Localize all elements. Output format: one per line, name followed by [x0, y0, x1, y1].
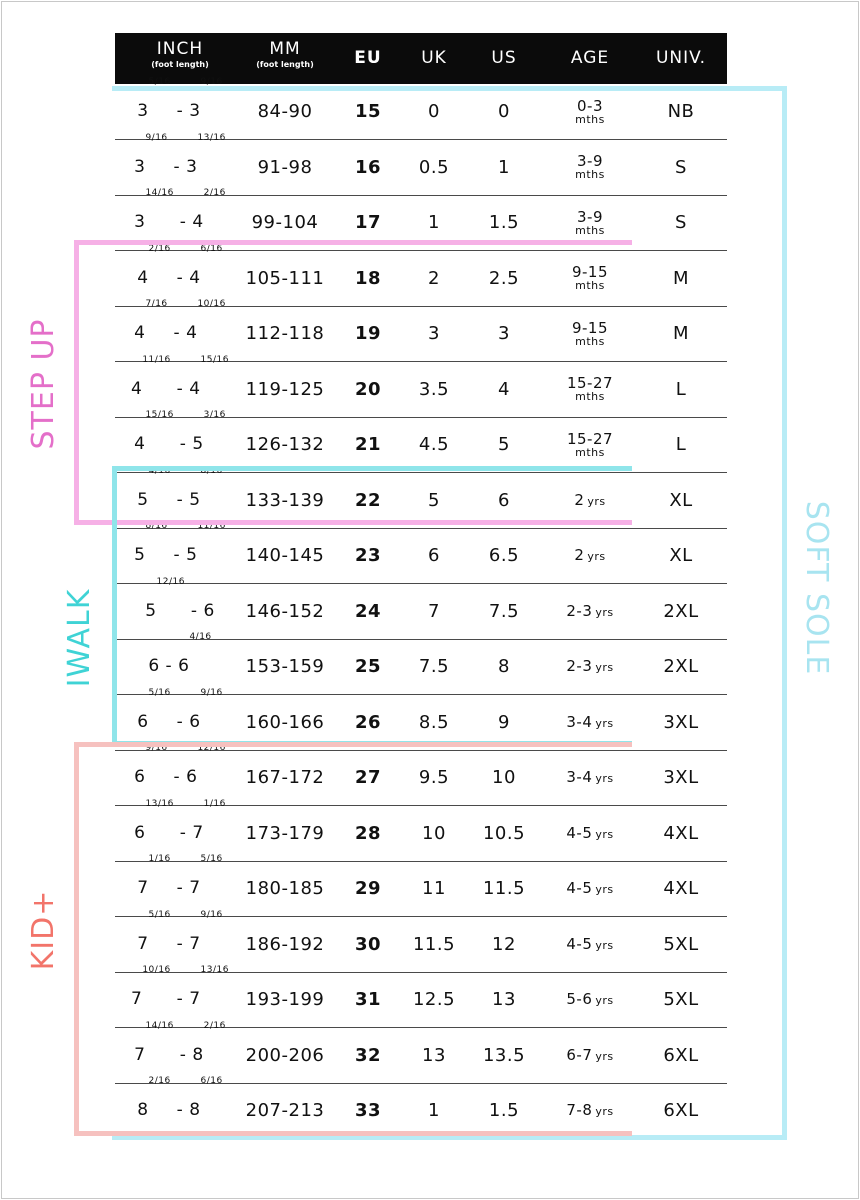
inch-fraction: 13/16	[197, 132, 226, 143]
eu-cell: 16	[354, 156, 382, 178]
eu-cell: 15	[354, 101, 382, 122]
eu-cell: 23	[354, 545, 382, 566]
inch-whole: 7	[189, 933, 201, 954]
inch-range-dash: -	[170, 878, 190, 898]
header-age	[550, 33, 630, 84]
inch-fraction: 2/16	[148, 1076, 171, 1086]
uk-cell: 1	[428, 1100, 440, 1121]
uk-cell: 8.5	[418, 711, 450, 733]
us-cell: 2.5	[488, 267, 520, 289]
header-uk	[405, 33, 463, 84]
inch-fraction: 4/16	[189, 632, 212, 642]
univ-cell: NB	[667, 101, 695, 122]
inch-range-dash: -	[184, 600, 204, 621]
inch-fraction: 12/16	[197, 743, 226, 753]
uk-cell: 0	[428, 101, 440, 122]
us-cell: 4	[498, 378, 510, 400]
header-univ	[645, 33, 717, 84]
inch-whole: 4	[189, 267, 201, 288]
mm-cell: 186-192	[245, 933, 325, 955]
inch-whole: 5	[134, 545, 146, 565]
inch-fraction: 12/16	[156, 576, 185, 587]
mm-cell: 84-90	[257, 101, 313, 122]
univ-cell: 6XL	[663, 1044, 699, 1066]
age-unit: mths	[575, 334, 605, 348]
univ-cell: 6XL	[663, 1100, 699, 1121]
eu-cell: 21	[354, 434, 382, 455]
age-unit: mths	[575, 168, 605, 181]
age-unit: yrs	[595, 938, 614, 952]
inch-whole: 3	[137, 101, 149, 121]
inch-range-dash: -	[173, 1044, 193, 1065]
inch-fraction: 5/16	[148, 77, 171, 87]
uk-cell: 6	[428, 545, 440, 566]
inch-range-dash: -	[167, 156, 187, 177]
univ-cell: 5XL	[663, 989, 699, 1010]
inch-fraction: 14/16	[145, 1020, 174, 1031]
inch-range-dash: -	[170, 933, 190, 954]
inch-whole: 3	[189, 101, 201, 121]
inch-fraction: 13/16	[145, 798, 174, 809]
age-value: 3-9	[576, 152, 603, 170]
inch-fraction: 7/16	[145, 299, 168, 309]
univ-cell: 3XL	[663, 711, 699, 733]
eu-cell: 22	[354, 489, 382, 511]
mm-cell: 193-199	[245, 989, 325, 1010]
inch-fraction: 9/16	[200, 909, 223, 920]
age-value: 4-5	[566, 879, 593, 897]
age-value: 2	[574, 546, 585, 564]
univ-cell: 2XL	[663, 600, 699, 622]
uk-cell: 11.5	[412, 933, 456, 955]
age-unit: yrs	[587, 550, 606, 563]
univ-cell: 4XL	[663, 822, 699, 844]
mm-cell: 119-125	[245, 378, 325, 400]
inch-fraction: 2/16	[148, 243, 171, 254]
univ-cell: 2XL	[663, 656, 699, 677]
uk-cell: 5	[428, 489, 440, 511]
soft-sole-label: SOFT SOLE	[799, 500, 834, 676]
inch-fraction: 5/16	[148, 909, 171, 920]
univ-cell: 5XL	[663, 933, 699, 955]
inch-fraction: 11/16	[142, 354, 171, 365]
inch-range-dash: -	[173, 822, 193, 843]
us-cell: 9	[498, 711, 510, 733]
mm-cell: 180-185	[245, 878, 325, 899]
age-unit: mths	[575, 445, 605, 459]
mm-cell: 140-145	[245, 545, 325, 566]
inch-whole: 7	[131, 989, 143, 1009]
age-unit: mths	[575, 112, 605, 126]
inch-fraction: 11/16	[197, 521, 226, 531]
age-value: 9-15	[571, 263, 609, 281]
inch-whole: 8	[192, 1044, 204, 1065]
us-cell: 13.5	[482, 1044, 526, 1066]
inch-whole: 6	[137, 711, 149, 732]
us-cell: 0	[498, 101, 510, 122]
inch-whole: 7	[134, 1044, 146, 1065]
uk-cell: 11	[422, 878, 446, 899]
univ-cell: S	[675, 212, 687, 233]
mm-cell: 167-172	[245, 767, 325, 788]
inch-range-dash: -	[170, 378, 190, 399]
eu-cell: 20	[354, 378, 382, 400]
inch-fraction: 6/16	[200, 1076, 223, 1086]
uk-cell: 2	[428, 267, 440, 289]
age-unit: yrs	[587, 494, 606, 508]
eu-cell: 18	[354, 267, 382, 289]
eu-cell: 29	[354, 878, 382, 899]
header-us	[473, 33, 535, 84]
eu-cell: 24	[354, 600, 382, 622]
age-value: 9-15	[571, 318, 609, 337]
eu-cell: 19	[354, 323, 382, 344]
header-mm-label: MM	[269, 39, 301, 59]
inch-range-dash: -	[170, 267, 190, 288]
inch-range-dash: -	[173, 212, 193, 232]
header-uk-label: UK	[421, 48, 447, 68]
eu-cell: 33	[354, 1100, 382, 1121]
inch-whole: 7	[137, 933, 149, 954]
univ-cell: XL	[669, 545, 693, 566]
header-inch-sublabel: (foot length)	[151, 60, 209, 69]
eu-cell: 25	[354, 656, 382, 677]
inch-fraction: 1/16	[148, 854, 171, 864]
eu-cell: 32	[354, 1044, 382, 1066]
age-value: 3-4	[566, 768, 593, 786]
univ-cell: 4XL	[663, 878, 699, 899]
age-value: 3-9	[576, 207, 603, 226]
inch-fraction: 10/16	[142, 965, 171, 975]
us-cell: 13	[492, 989, 516, 1010]
inch-fraction: 14/16	[145, 188, 174, 198]
inch-range-dash: -	[170, 989, 190, 1009]
inch-fraction: 2/16	[203, 188, 226, 198]
inch-whole: 5	[189, 489, 201, 510]
age-unit: mths	[575, 390, 605, 403]
inch-whole: 5	[192, 434, 204, 454]
inch-whole: 7	[189, 878, 201, 898]
header-eu-label: EU	[354, 48, 382, 68]
inch-range-dash: -	[170, 489, 190, 510]
us-cell: 3	[498, 323, 510, 344]
inch-whole: 4	[189, 378, 201, 399]
inch-fraction: 5/16	[148, 687, 171, 698]
inch-fraction: 8/16	[145, 521, 168, 531]
iwalk-bracket	[112, 466, 632, 746]
inch-whole: 6	[134, 822, 146, 843]
age-unit: yrs	[595, 661, 614, 674]
inch-whole: 6	[178, 656, 190, 676]
age-value: 2-3	[566, 657, 593, 675]
mm-cell: 200-206	[245, 1044, 325, 1066]
inch-whole: 6	[134, 767, 146, 787]
mm-cell: 153-159	[245, 656, 325, 677]
inch-range-dash: -	[170, 711, 190, 732]
inch-fraction: 1/16	[203, 798, 226, 809]
inch-whole: 5	[186, 545, 198, 565]
uk-cell: 9.5	[418, 767, 450, 788]
inch-whole: 5	[145, 600, 157, 621]
us-cell: 5	[498, 434, 510, 455]
age-unit: yrs	[595, 994, 614, 1007]
uk-cell: 13	[422, 1044, 446, 1066]
inch-whole: 6	[186, 767, 198, 787]
age-value: 5-6	[566, 990, 593, 1008]
age-unit: mths	[575, 223, 605, 237]
mm-cell: 112-118	[245, 323, 325, 344]
inch-fraction: 8/16	[200, 465, 223, 476]
age-unit: yrs	[595, 1049, 614, 1063]
age-value: 3-4	[566, 712, 593, 731]
age-value: 2	[574, 490, 585, 509]
inch-fraction: 15/16	[200, 354, 229, 365]
eu-cell: 27	[354, 767, 382, 788]
inch-whole: 4	[134, 434, 146, 454]
inch-whole: 8	[189, 1100, 201, 1120]
us-cell: 8	[498, 656, 510, 677]
us-cell: 7.5	[488, 600, 520, 622]
age-unit: mths	[575, 279, 605, 292]
univ-cell: L	[675, 378, 687, 400]
uk-cell: 12.5	[412, 989, 456, 1010]
uk-cell: 7.5	[418, 656, 450, 677]
age-unit: yrs	[595, 605, 614, 619]
uk-cell: 3.5	[418, 378, 450, 400]
us-cell: 6.5	[488, 545, 520, 566]
us-cell: 10	[492, 767, 516, 788]
uk-cell: 0.5	[418, 156, 450, 178]
step-up-label: STEP UP	[26, 318, 61, 450]
age-unit: yrs	[595, 772, 614, 785]
age-value: 0-3	[576, 96, 603, 115]
header-us-label: US	[491, 48, 517, 68]
mm-cell: 173-179	[245, 822, 325, 844]
univ-cell: M	[672, 267, 690, 289]
us-cell: 1.5	[488, 212, 520, 233]
age-value: 4-5	[566, 823, 593, 842]
header-univ-label: UNIV.	[655, 48, 706, 68]
inch-fraction: 13/16	[200, 965, 229, 975]
age-value: 7-8	[566, 1101, 593, 1119]
us-cell: 1	[498, 156, 510, 178]
age-unit: yrs	[595, 1105, 614, 1118]
age-value: 15-27	[566, 429, 614, 448]
inch-fraction: 10/16	[197, 299, 226, 309]
uk-cell: 10	[422, 822, 446, 844]
age-unit: yrs	[595, 716, 614, 730]
header-mm	[235, 33, 335, 84]
age-value: 15-27	[566, 374, 614, 392]
univ-cell: 3XL	[663, 767, 699, 788]
header-mm-sublabel: (foot length)	[256, 60, 314, 69]
inch-whole: 6	[189, 711, 201, 732]
inch-fraction: 9/16	[200, 77, 223, 87]
inch-range-dash: -	[159, 656, 179, 676]
mm-cell: 126-132	[245, 434, 325, 455]
header-eu	[345, 33, 391, 84]
us-cell: 6	[498, 489, 510, 511]
mm-cell: 105-111	[245, 267, 325, 289]
us-cell: 10.5	[482, 822, 526, 844]
inch-range-dash: -	[167, 323, 187, 343]
uk-cell: 4.5	[418, 434, 450, 455]
header-inch	[115, 33, 245, 84]
inch-range-dash: -	[173, 434, 193, 454]
inch-fraction: 5/16	[200, 854, 223, 864]
inch-whole: 6	[148, 656, 160, 676]
age-unit: yrs	[595, 883, 614, 896]
inch-whole: 3	[134, 156, 146, 177]
inch-fraction: 9/16	[145, 132, 168, 143]
mm-cell: 207-213	[245, 1100, 325, 1121]
inch-whole: 7	[137, 878, 149, 898]
mm-cell: 133-139	[245, 489, 325, 511]
us-cell: 12	[492, 933, 516, 955]
inch-range-dash: -	[170, 101, 190, 121]
inch-fraction: 6/16	[200, 243, 223, 254]
inch-whole: 3	[134, 212, 146, 232]
uk-cell: 1	[428, 212, 440, 233]
inch-whole: 4	[134, 323, 146, 343]
univ-cell: M	[672, 323, 690, 344]
header-inch-label: INCH	[156, 39, 204, 59]
inch-whole: 4	[131, 378, 143, 399]
mm-cell: 146-152	[245, 600, 325, 622]
inch-fraction: 3/16	[203, 410, 226, 420]
univ-cell: L	[675, 434, 687, 455]
us-cell: 11.5	[482, 878, 526, 899]
inch-whole: 6	[203, 600, 215, 621]
age-value: 4-5	[566, 934, 593, 953]
mm-cell: 91-98	[257, 156, 313, 178]
eu-cell: 30	[354, 933, 382, 955]
kid-plus-bracket	[74, 742, 632, 1136]
inch-fraction: 2/16	[203, 1020, 226, 1031]
age-value: 2-3	[566, 601, 593, 620]
inch-range-dash: -	[170, 1100, 190, 1120]
univ-cell: XL	[669, 489, 693, 511]
inch-whole: 7	[192, 822, 204, 843]
us-cell: 1.5	[488, 1100, 520, 1121]
inch-whole: 8	[137, 1100, 149, 1120]
inch-fraction: 9/16	[145, 743, 168, 753]
inch-whole: 4	[137, 267, 149, 288]
iwalk-label: IWALK	[62, 588, 97, 688]
inch-fraction: 15/16	[145, 410, 174, 420]
eu-cell: 31	[354, 989, 382, 1010]
mm-cell: 99-104	[251, 212, 319, 233]
uk-cell: 3	[428, 323, 440, 344]
kid-plus-label: KID+	[26, 889, 61, 971]
inch-whole: 3	[186, 156, 198, 177]
header-age-label: AGE	[570, 48, 610, 68]
inch-fraction: 4/16	[148, 465, 171, 476]
eu-cell: 28	[354, 822, 382, 844]
inch-range-dash: -	[167, 767, 187, 787]
eu-cell: 17	[354, 212, 382, 233]
inch-whole: 5	[137, 489, 149, 510]
uk-cell: 7	[428, 600, 440, 622]
mm-cell: 160-166	[245, 711, 325, 733]
eu-cell: 26	[354, 711, 382, 733]
inch-range-dash: -	[167, 545, 187, 565]
age-value: 6-7	[566, 1045, 593, 1064]
inch-whole: 7	[189, 989, 201, 1009]
univ-cell: S	[675, 156, 687, 178]
inch-whole: 4	[186, 323, 198, 343]
inch-fraction: 9/16	[200, 687, 223, 698]
age-unit: yrs	[595, 827, 614, 841]
inch-whole: 4	[192, 212, 204, 232]
